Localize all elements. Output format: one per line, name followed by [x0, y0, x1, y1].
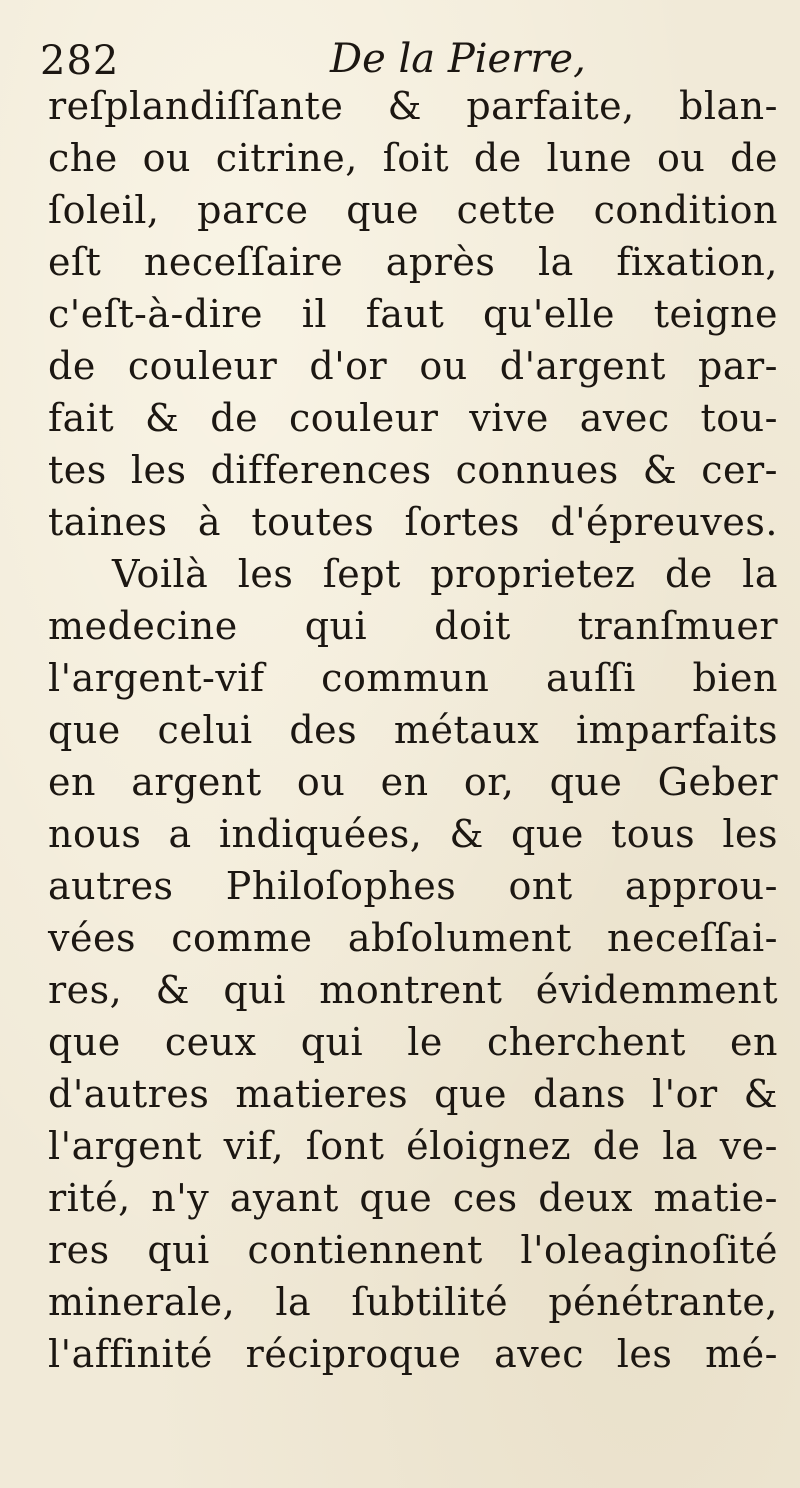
- text-line: autres Philoſophes ont approu-: [48, 864, 778, 908]
- text-line: l'argent vif, ſont éloignez de la ve-: [48, 1124, 778, 1168]
- text-line: en argent ou en or, que Geber: [48, 760, 778, 804]
- text-line: de couleur d'or ou d'argent par-: [48, 344, 778, 388]
- text-line: tes les differences connues & cer-: [48, 448, 778, 492]
- text-line: nous a indiquées, & que tous les: [48, 812, 778, 856]
- text-line: vées comme abſolument neceſſai-: [48, 916, 778, 960]
- text-line: taines à toutes ſortes d'épreuves.: [48, 500, 778, 544]
- text-line: medecine qui doit tranſmuer: [48, 604, 778, 648]
- text-line: res qui contiennent l'oleaginoſité: [48, 1228, 778, 1272]
- text-line: che ou citrine, ſoit de lune ou de: [48, 136, 778, 180]
- body-text: [48, 80, 778, 1380]
- text-line: ſoleil, parce que cette condition: [48, 188, 778, 232]
- text-line: l'argent-vif commun auſſi bien: [48, 656, 778, 700]
- text-line: que celui des métaux imparfaits: [48, 708, 778, 752]
- text-line: l'affinité réciproque avec les mé-: [48, 1332, 778, 1376]
- text-line: eſt neceſſaire après la fixation,: [48, 240, 778, 284]
- text-line: minerale, la ſubtilité pénétrante,: [48, 1280, 778, 1324]
- text-line: res, & qui montrent évidemment: [48, 968, 778, 1012]
- text-line: fait & de couleur vive avec tou-: [48, 396, 778, 440]
- text-line: reſplandiſſante & parfaite, blan-: [48, 84, 778, 128]
- text-line: d'autres matieres que dans l'or &: [48, 1072, 778, 1116]
- paragraph-2: [48, 548, 778, 1380]
- text-line: que ceux qui le cherchent en: [48, 1020, 778, 1064]
- text-line: rité, n'y ayant que ces deux matie-: [48, 1176, 778, 1220]
- paragraph-1: [48, 80, 778, 548]
- text-line: c'eſt-à-dire il faut qu'elle teigne: [48, 292, 778, 336]
- running-title: De la Pierre,: [330, 36, 586, 82]
- page-number: 282: [40, 38, 120, 84]
- text-line: Voilà les ſept proprietez de la: [112, 552, 778, 596]
